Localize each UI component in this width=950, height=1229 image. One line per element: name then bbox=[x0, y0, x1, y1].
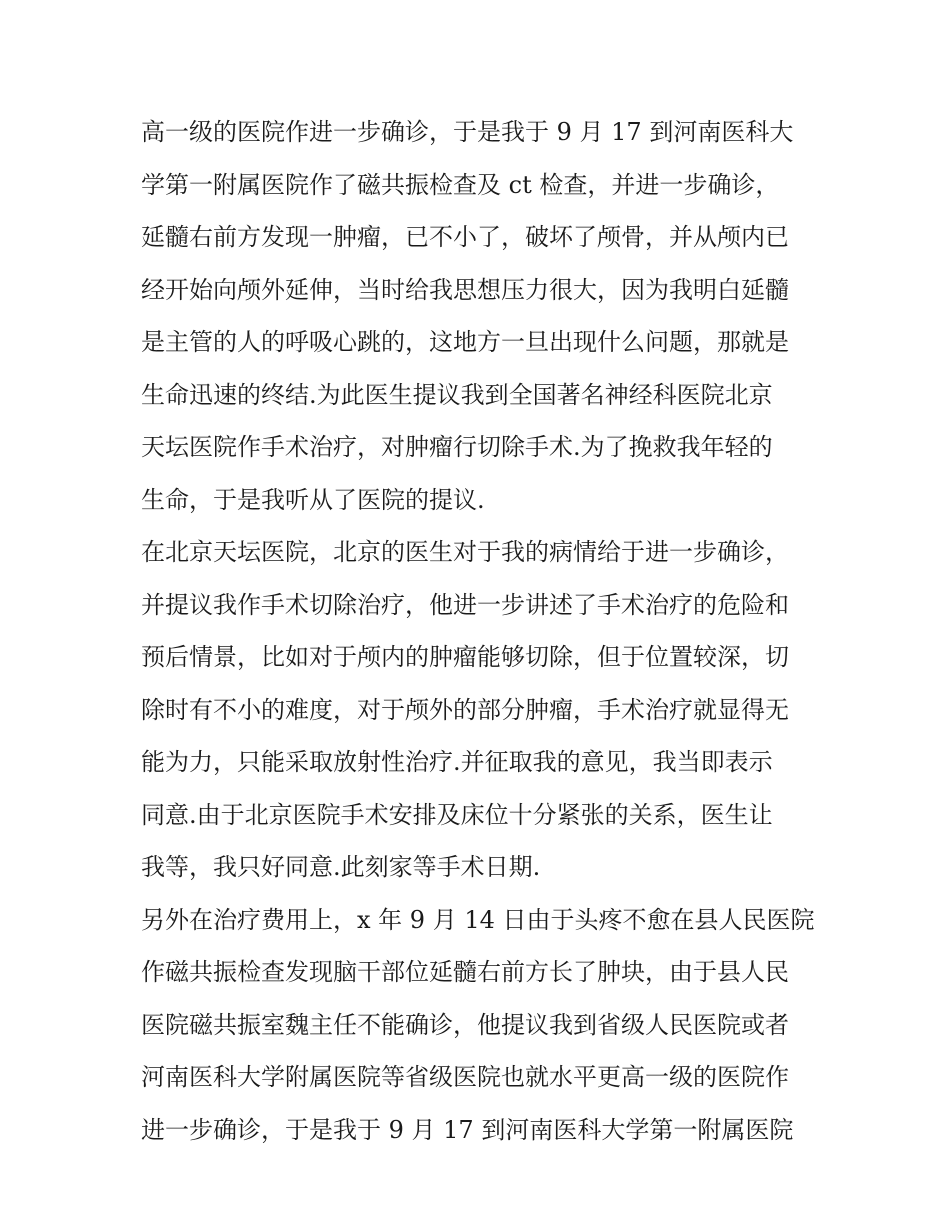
text-line: 生命迅速的终结.为此医生提议我到全国著名神经科医院北京 bbox=[141, 380, 773, 409]
text-line: 预后情景，比如对于颅内的肿瘤能够切除，但于位置较深，切 bbox=[141, 643, 789, 671]
text-line: 高一级的医院作进一步确诊，于是我于 9 月 17 到河南医科大 bbox=[141, 118, 794, 146]
text-line: 另外在治疗费用上，x 年 9 月 14 日由于头疼不愈在县人民医院 bbox=[141, 905, 815, 934]
text-line: 医院磁共振室魏主任不能确诊，他提议我到省级人民医院或者 bbox=[141, 1010, 789, 1039]
text-line: 除时有不小的难度，对于颅外的部分肿瘤，手术治疗就显得无 bbox=[141, 695, 789, 724]
body-text bbox=[141, 106, 821, 1156]
text-line: 并提议我作手术切除治疗，他进一步讲述了手术治疗的危险和 bbox=[141, 590, 789, 619]
text-line: 同意.由于北京医院手术安排及床位十分紧张的关系，医生让 bbox=[141, 800, 773, 829]
text-line: 学第一附属医院作了磁共振检查及 ct 检查，并进一步确诊， bbox=[141, 170, 780, 199]
text-line: 河南医科大学附属医院等省级医院也就水平更高一级的医院作 bbox=[141, 1063, 789, 1091]
text-line: 作磁共振检查发现脑干部位延髓右前方长了肿块，由于县人民 bbox=[141, 958, 789, 986]
text-line: 是主管的人的呼吸心跳的，这地方一旦出现什么问题，那就是 bbox=[141, 328, 789, 356]
text-line: 我等，我只好同意.此刻家等手术日期. bbox=[141, 853, 541, 881]
text-line: 经开始向颅外延伸，当时给我思想压力很大，因为我明白延髓 bbox=[141, 275, 789, 304]
text-line: 在北京天坛医院，北京的医生对于我的病情给于进一步确诊， bbox=[141, 538, 789, 566]
text-line: 进一步确诊，于是我于 9 月 17 到河南医科大学第一附属医院 bbox=[141, 1115, 794, 1144]
text-line: 能为力，只能采取放射性治疗.并征取我的意见，我当即表示 bbox=[141, 748, 773, 776]
text-line: 天坛医院作手术治疗，对肿瘤行切除手术.为了挽救我年轻的 bbox=[141, 433, 773, 461]
text-line: 生命，于是我听从了医院的提议. bbox=[141, 485, 485, 514]
text-line: 延髓右前方发现一肿瘤，已不小了，破坏了颅骨，并从颅内已 bbox=[141, 223, 789, 251]
